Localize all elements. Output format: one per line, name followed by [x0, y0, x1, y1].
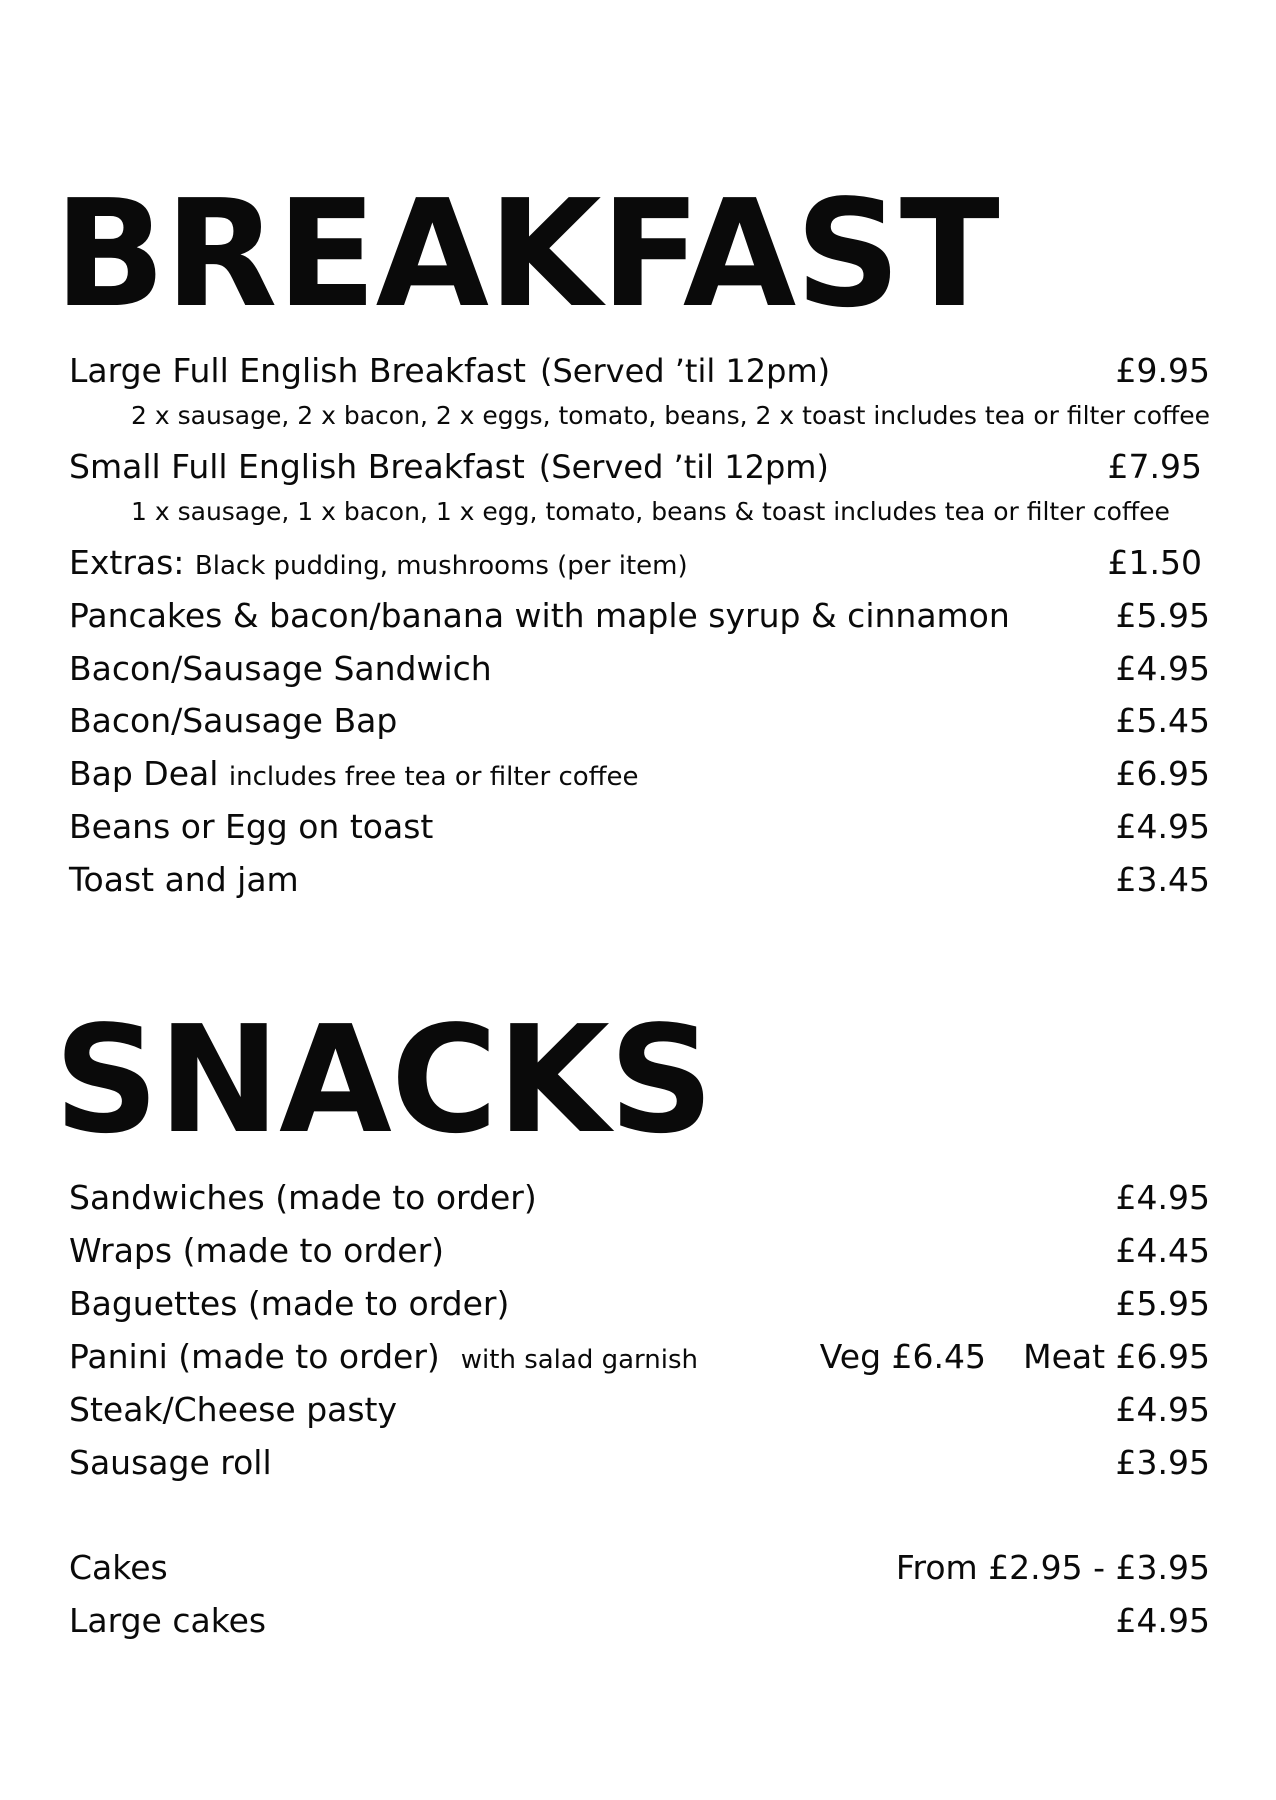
- item-price: £4.95: [1115, 1601, 1210, 1640]
- item-subtext: includes free tea or filter coffee: [228, 762, 639, 792]
- menu-item: [69, 646, 1210, 692]
- item-price: £9.95: [1115, 351, 1210, 390]
- item-price: £4.95: [1115, 807, 1210, 846]
- item-name: Beans or Egg on toast: [69, 807, 434, 846]
- menu-item: [69, 540, 1210, 586]
- item-name: Large Full English Breakfast: [69, 351, 526, 390]
- menu-item: [69, 1175, 1210, 1221]
- item-price: £4.45: [1115, 1231, 1210, 1270]
- item-price: £5.95: [1115, 596, 1210, 635]
- item-price: £4.95: [1115, 1178, 1210, 1217]
- item-name: Large cakes: [69, 1601, 267, 1640]
- menu-item: [69, 1545, 1210, 1591]
- menu-item: [69, 1281, 1210, 1327]
- menu-item: [69, 698, 1210, 744]
- item-name: Toast and jam: [69, 860, 299, 899]
- snacks-heading: SNACKS: [54, 994, 713, 1166]
- menu-item: [69, 1228, 1210, 1274]
- item-name: Steak/Cheese pasty: [69, 1390, 398, 1429]
- item-description: 2 x sausage, 2 x bacon, 2 x eggs, tomato, beans, 2 x toast includes tea or filter coffee: [131, 401, 1210, 430]
- item-name: Cakes: [69, 1548, 168, 1587]
- item-name: Bap Deal: [69, 754, 219, 793]
- item-name: Extras:: [69, 543, 185, 582]
- item-price: £3.45: [1115, 860, 1210, 899]
- item-name: Baguettes (made to order): [69, 1284, 510, 1323]
- breakfast-heading: BREAKFAST: [54, 168, 999, 340]
- item-name: Sausage roll: [69, 1443, 272, 1482]
- item-price: £4.95: [1115, 1390, 1210, 1429]
- item-price: £7.95: [1107, 447, 1202, 486]
- item-name: Bacon/Sausage Bap: [69, 701, 398, 740]
- item-name: Sandwiches (made to order): [69, 1178, 537, 1217]
- item-name: Wraps (made to order): [69, 1231, 445, 1270]
- menu-item: [69, 348, 1210, 394]
- item-price: £5.45: [1115, 701, 1210, 740]
- menu-item: [69, 857, 1210, 903]
- menu-item: [69, 1598, 1210, 1644]
- menu-item: [69, 444, 1210, 490]
- item-name: Bacon/Sausage Sandwich: [69, 649, 492, 688]
- menu-item: [69, 804, 1210, 850]
- menu-item: [69, 751, 1210, 797]
- item-price: Meat £6.95: [1023, 1337, 1210, 1376]
- item-name: Small Full English Breakfast: [69, 447, 525, 486]
- item-note: (Served ’til 12pm): [540, 352, 831, 390]
- veg-price: Veg £6.45: [819, 1337, 986, 1376]
- item-price: £5.95: [1115, 1284, 1210, 1323]
- item-price: £6.95: [1115, 754, 1210, 793]
- item-name: Pancakes & bacon/banana with maple syrup & cinnamon: [69, 596, 1010, 635]
- item-price: £1.50: [1107, 543, 1202, 582]
- item-note: (Served ’til 12pm): [538, 448, 829, 486]
- menu-item: [69, 1440, 1210, 1486]
- item-subtext: with salad garnish: [460, 1345, 698, 1375]
- item-description: 1 x sausage, 1 x bacon, 1 x egg, tomato, beans & toast includes tea or filter coffee: [131, 497, 1170, 526]
- item-price: £4.95: [1115, 649, 1210, 688]
- item-price: From £2.95 - £3.95: [895, 1548, 1210, 1587]
- item-subtext: Black pudding, mushrooms (per item): [194, 551, 688, 581]
- item-price: £3.95: [1115, 1443, 1210, 1482]
- menu-item: [69, 1387, 1210, 1433]
- menu-item: [69, 1334, 1210, 1380]
- item-name: Panini (made to order): [69, 1337, 440, 1376]
- menu-item: [69, 593, 1210, 639]
